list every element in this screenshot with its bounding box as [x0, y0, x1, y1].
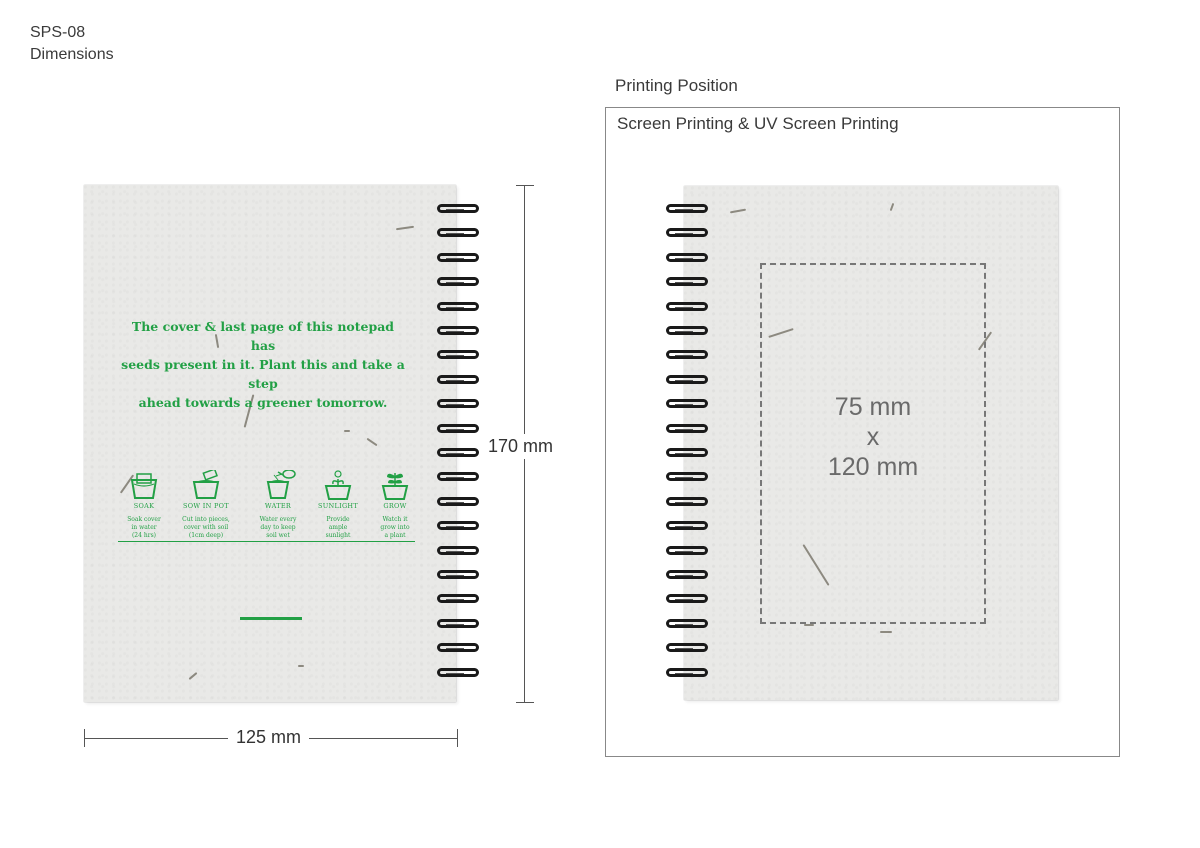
sow-pot-icon [190, 470, 222, 500]
step-desc-line: cover with soil [183, 524, 229, 531]
seed-message-line: The cover & last page of this notepad has [131, 319, 395, 353]
seed-message-line: ahead towards a greener tomorrow. [138, 395, 388, 410]
step-desc-line: Provide [326, 516, 350, 523]
spiral-coil [666, 424, 708, 433]
steps-divider [118, 541, 415, 542]
step-desc-line: Soak cover [127, 516, 161, 523]
spiral-coil [437, 424, 479, 433]
step-title: SOAK [133, 502, 155, 510]
spiral-coil [437, 594, 479, 603]
spiral-coil [437, 375, 479, 384]
step-desc-line: (1cm deep) [188, 532, 224, 539]
spiral-coil [666, 277, 708, 286]
height-tick-bottom [516, 702, 534, 703]
spiral-coil [437, 521, 479, 530]
spiral-coil [666, 497, 708, 506]
step-title: GROW [383, 502, 407, 510]
step-desc-line: in water [131, 524, 157, 531]
spiral-coil [437, 350, 479, 359]
step-desc-line: day to keep [260, 524, 296, 531]
spiral-coil [437, 399, 479, 408]
step-sow-in-pot [176, 470, 236, 540]
spiral-coil [437, 253, 479, 262]
height-label: 170 mm [488, 434, 553, 459]
grown-plant-icon [379, 470, 411, 500]
spiral-coil [666, 546, 708, 555]
product-header [30, 22, 114, 66]
spiral-coil [666, 326, 708, 335]
spiral-coil [437, 570, 479, 579]
product-code: SPS-08 [30, 24, 86, 41]
seed-message [118, 317, 408, 412]
spiral-coil [437, 228, 479, 237]
step-desc-line: Water every [259, 516, 297, 523]
spiral-coil [666, 399, 708, 408]
spiral-coil [666, 619, 708, 628]
spiral-coil [666, 643, 708, 652]
spiral-coil [666, 472, 708, 481]
spiral-coil [437, 497, 479, 506]
step-desc-line: soil wet [266, 532, 290, 539]
notebook-back-cover [84, 185, 456, 702]
step-grow [365, 470, 425, 540]
spiral-coil [437, 546, 479, 555]
width-tick-left [84, 729, 85, 747]
header-subtitle: Dimensions [30, 46, 114, 63]
spiral-coil [666, 668, 708, 677]
spiral-coil [437, 204, 479, 213]
step-desc-line: sunlight [325, 532, 351, 539]
spiral-coil [437, 619, 479, 628]
step-desc-line: ample [328, 524, 348, 531]
print-height: 120 mm [827, 453, 919, 481]
step-sunlight [308, 470, 368, 540]
width-tick-right [457, 729, 458, 747]
spiral-coil [666, 375, 708, 384]
spiral-coil [437, 326, 479, 335]
step-title: SOW IN POT [183, 502, 229, 510]
spiral-coil [666, 570, 708, 579]
step-desc-line: (24 hrs) [131, 532, 157, 539]
print-width: 75 mm [834, 393, 912, 421]
printing-position-label: Printing Position [615, 76, 738, 95]
width-label: 125 mm [228, 727, 309, 748]
print-size-separator: x [866, 423, 880, 451]
printing-method-label: Screen Printing & UV Screen Printing [617, 114, 899, 133]
spiral-coil [437, 668, 479, 677]
spiral-coil [437, 277, 479, 286]
step-soak [114, 470, 174, 540]
spiral-coil [666, 253, 708, 262]
soak-pot-icon [128, 470, 160, 500]
spiral-coil [666, 228, 708, 237]
sun-plant-icon [322, 470, 354, 500]
height-tick-top [516, 185, 534, 186]
step-desc-line: Cut into pieces, [182, 516, 230, 523]
spiral-coil [666, 350, 708, 359]
step-desc-line: grow into [380, 524, 410, 531]
step-desc-line: Watch it [382, 516, 408, 523]
spiral-coil [437, 448, 479, 457]
green-bar [240, 617, 302, 620]
watering-can-icon [258, 470, 298, 500]
seed-message-line: seeds present in it. Plant this and take a step [121, 357, 405, 391]
print-area-size [760, 392, 986, 482]
spiral-coil [666, 521, 708, 530]
spiral-coil [437, 472, 479, 481]
step-title: WATER [264, 502, 292, 510]
spiral-coil [666, 204, 708, 213]
step-title: SUNLIGHT [317, 502, 359, 510]
spiral-coil [666, 302, 708, 311]
step-water [248, 470, 308, 540]
spiral-coil [666, 594, 708, 603]
spiral-coil [437, 302, 479, 311]
spiral-coil [437, 643, 479, 652]
spiral-coil [666, 448, 708, 457]
step-desc-line: a plant [384, 532, 406, 539]
